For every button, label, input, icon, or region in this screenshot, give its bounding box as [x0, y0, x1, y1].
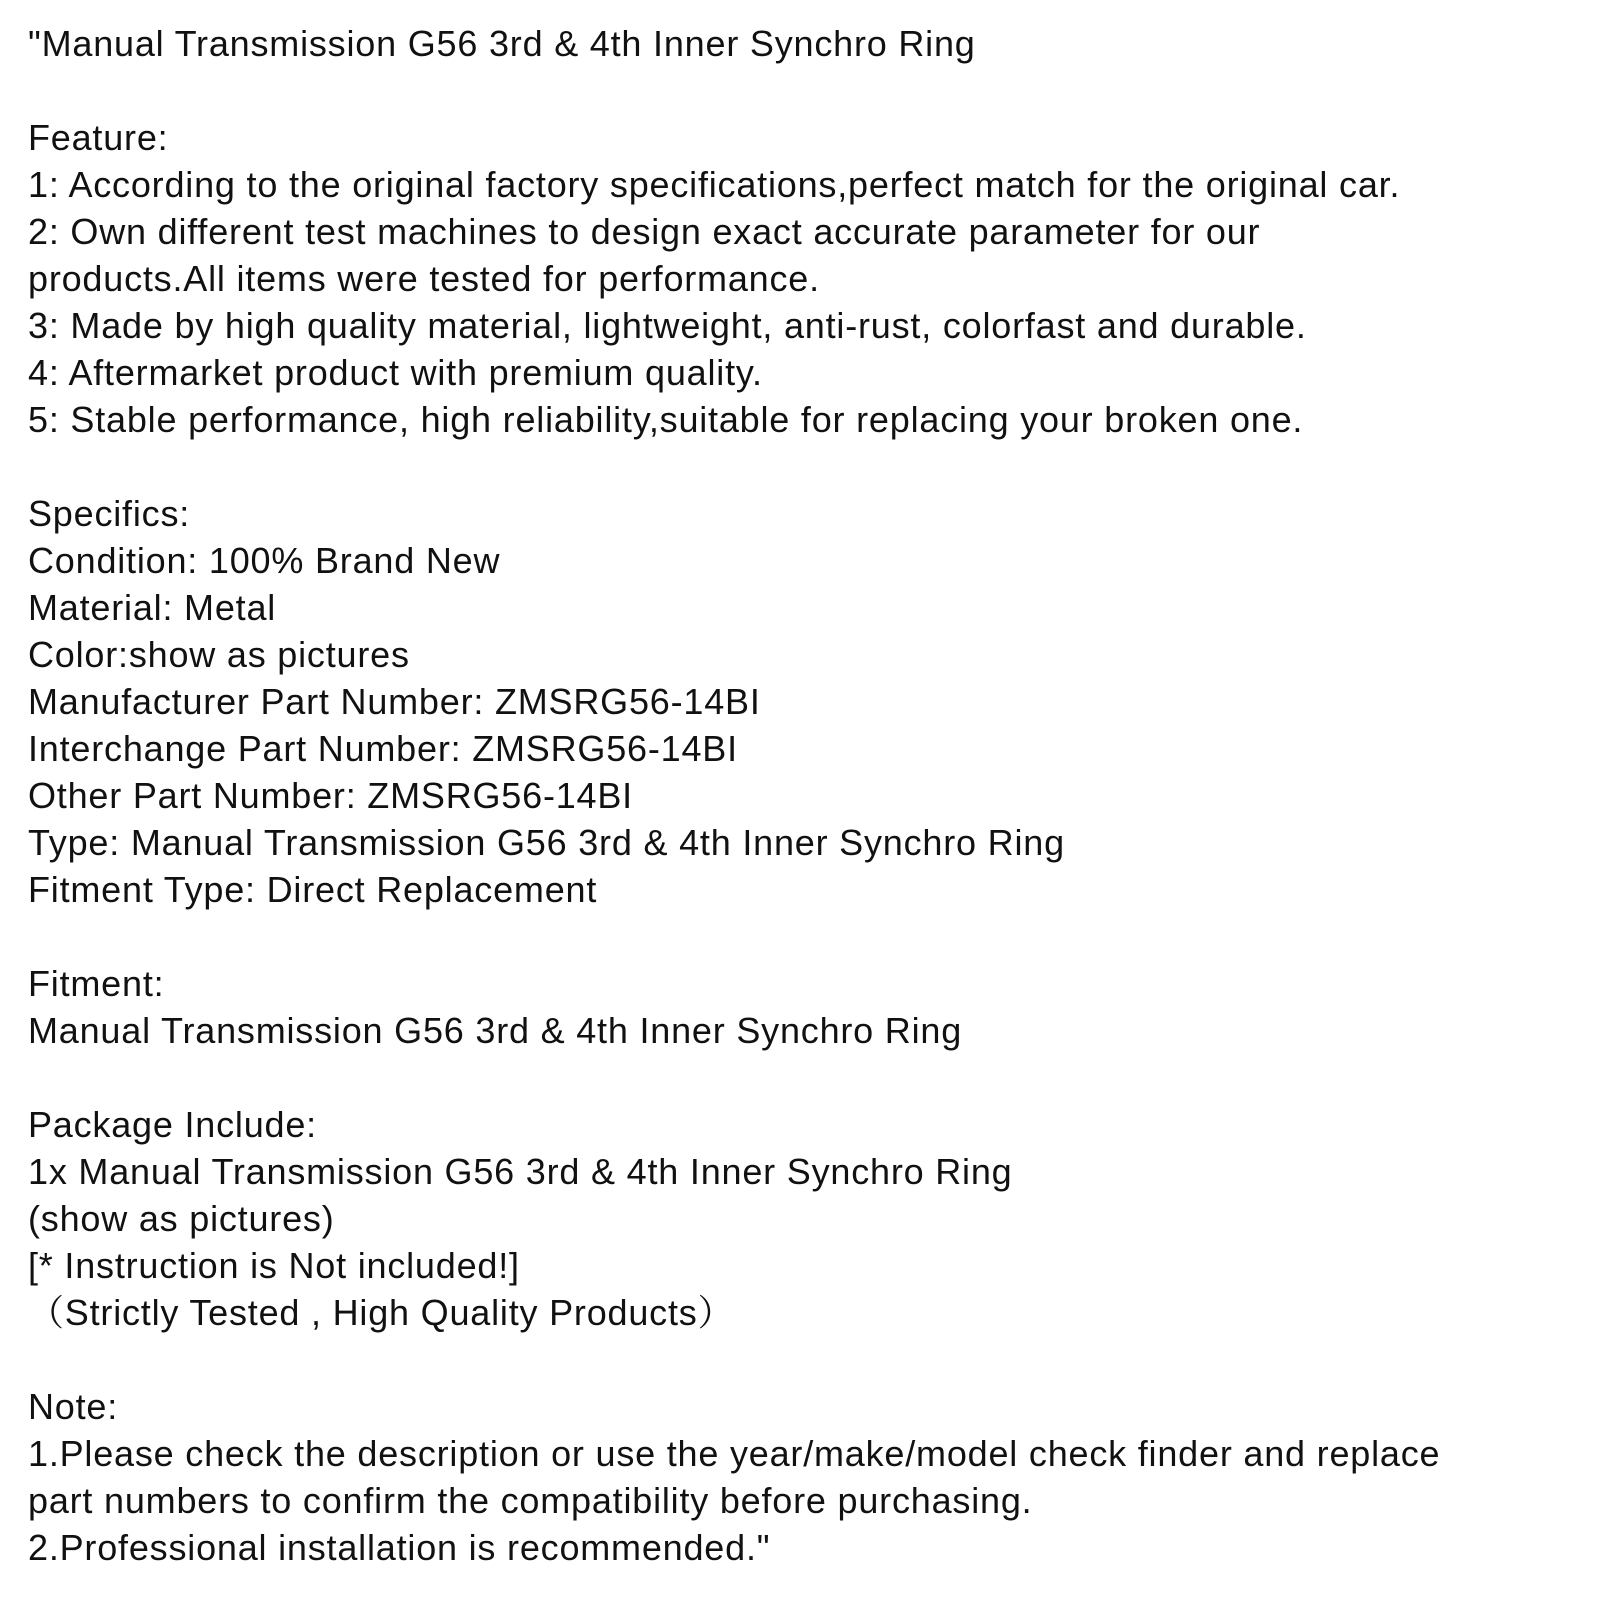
text-line: 2.Professional installation is recommended."	[28, 1527, 771, 1568]
text-line: (show as pictures)	[28, 1198, 335, 1239]
text-line: Condition: 100% Brand New	[28, 540, 501, 581]
text-line: Type: Manual Transmission G56 3rd & 4th Inner Synchro Ring	[28, 822, 1065, 863]
text-line: 1: According to the original factory specifications,perfect match for the original car.	[28, 164, 1401, 205]
text-line: Material: Metal	[28, 587, 277, 628]
text-line: [* Instruction is Not included!]	[28, 1245, 520, 1286]
text-line: Interchange Part Number: ZMSRG56-14BI	[28, 728, 738, 769]
section-package-include	[28, 1101, 1580, 1336]
section-note	[28, 1383, 1580, 1571]
text-line: （Strictly Tested , High Quality Products）	[28, 1292, 735, 1333]
text-line: Other Part Number: ZMSRG56-14BI	[28, 775, 633, 816]
text-line: 2: Own different test machines to design exact accurate parameter for our	[28, 211, 1261, 252]
text-line: part numbers to confirm the compatibility before purchasing.	[28, 1480, 1033, 1521]
section-feature	[28, 114, 1580, 443]
text-line: products.All items were tested for performance.	[28, 258, 820, 299]
text-line: Note:	[28, 1386, 119, 1427]
text-line: 5: Stable performance, high reliability,suitable for replacing your broken one.	[28, 399, 1304, 440]
text-line: "Manual Transmission G56 3rd & 4th Inner Synchro Ring	[28, 23, 976, 64]
text-line: Manual Transmission G56 3rd & 4th Inner Synchro Ring	[28, 1010, 963, 1051]
section-fitment	[28, 960, 1580, 1054]
text-line: Specifics:	[28, 493, 191, 534]
text-line: Feature:	[28, 117, 169, 158]
section-title	[28, 20, 1580, 67]
text-line: Fitment:	[28, 963, 165, 1004]
text-line: 1x Manual Transmission G56 3rd & 4th Inner Synchro Ring	[28, 1151, 1013, 1192]
section-specifics	[28, 490, 1580, 913]
text-line: Package Include:	[28, 1104, 317, 1145]
text-line: Color:show as pictures	[28, 634, 410, 675]
text-line: 4: Aftermarket product with premium quality.	[28, 352, 763, 393]
text-line: 3: Made by high quality material, lightweight, anti-rust, colorfast and durable.	[28, 305, 1307, 346]
text-line: Fitment Type: Direct Replacement	[28, 869, 598, 910]
text-line: Manufacturer Part Number: ZMSRG56-14BI	[28, 681, 761, 722]
text-line: 1.Please check the description or use the year/make/model check finder and replace	[28, 1433, 1441, 1474]
